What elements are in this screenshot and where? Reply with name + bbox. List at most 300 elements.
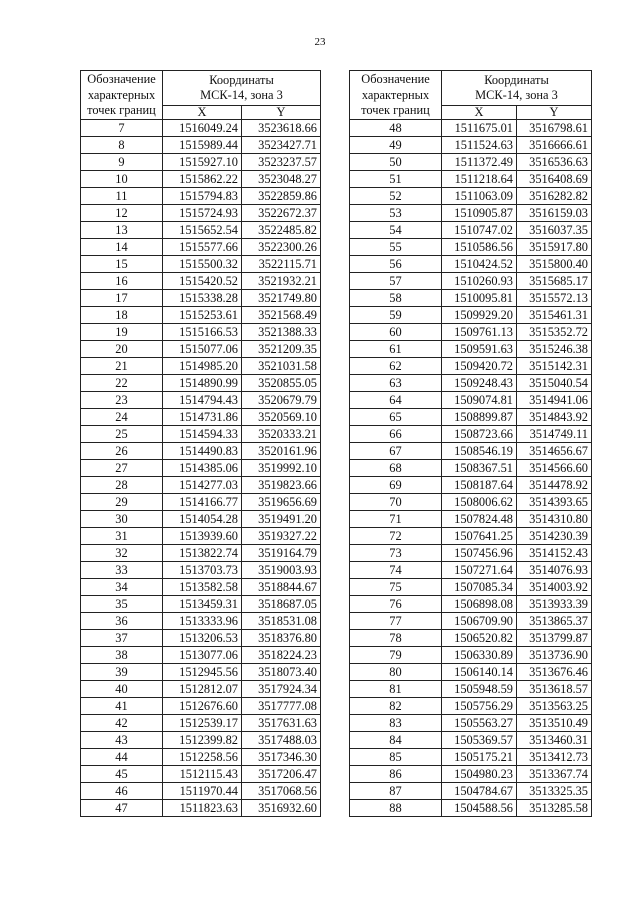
table-row: [350, 136, 592, 153]
table-row: [81, 306, 321, 323]
point-number-cell: 63: [350, 374, 442, 391]
y-coordinate-cell: 3513865.37: [517, 612, 592, 629]
table-row: [81, 748, 321, 765]
x-coordinate-cell: 1514385.06: [163, 459, 242, 476]
table-row: [350, 799, 592, 816]
table-row: [81, 561, 321, 578]
y-coordinate-cell: 3514843.92: [517, 408, 592, 425]
table-body-left: [81, 71, 321, 817]
y-coordinate-cell: 3520855.05: [242, 374, 321, 391]
y-coordinate-cell: 3522300.26: [242, 238, 321, 255]
page-number: 23: [314, 36, 326, 48]
table-row: [81, 374, 321, 391]
y-coordinate-cell: 3514310.80: [517, 510, 592, 527]
table-row: [350, 612, 592, 629]
y-coordinate-cell: 3519164.79: [242, 544, 321, 561]
table-row: [81, 680, 321, 697]
x-coordinate-cell: 1506140.14: [442, 663, 517, 680]
point-number-cell: 78: [350, 629, 442, 646]
x-coordinate-cell: 1515989.44: [163, 136, 242, 153]
y-coordinate-cell: 3516666.61: [517, 136, 592, 153]
y-coordinate-cell: 3521568.49: [242, 306, 321, 323]
y-coordinate-cell: 3513676.46: [517, 663, 592, 680]
table-row: [350, 221, 592, 238]
point-number-cell: 26: [81, 442, 163, 459]
header-coords-line: МСК-14, зона 3: [475, 88, 558, 103]
table-row: [81, 578, 321, 595]
x-coordinate-cell: 1504980.23: [442, 765, 517, 782]
table-row: [350, 238, 592, 255]
y-coordinate-cell: 3517631.63: [242, 714, 321, 731]
y-coordinate-cell: 3522115.71: [242, 255, 321, 272]
x-coordinate-cell: 1511823.63: [163, 799, 242, 816]
table-row: [350, 442, 592, 459]
x-coordinate-cell: 1510905.87: [442, 204, 517, 221]
table-row: [350, 646, 592, 663]
table-row: [350, 629, 592, 646]
y-coordinate-cell: 3513460.31: [517, 731, 592, 748]
x-coordinate-cell: 1515166.53: [163, 323, 242, 340]
x-coordinate-cell: 1505175.21: [442, 748, 517, 765]
point-number-cell: 59: [350, 306, 442, 323]
table-row: [350, 391, 592, 408]
header-label-line: точек границ: [87, 103, 156, 117]
x-coordinate-cell: 1505948.59: [442, 680, 517, 697]
y-coordinate-cell: 3514393.65: [517, 493, 592, 510]
table-row: [81, 663, 321, 680]
point-number-cell: 21: [81, 357, 163, 374]
header-label-line: характерных: [361, 87, 430, 102]
y-coordinate-cell: 3514152.43: [517, 544, 592, 561]
y-coordinate-cell: 3518531.08: [242, 612, 321, 629]
table-row: [350, 170, 592, 187]
table-row: [350, 714, 592, 731]
table-row: [350, 204, 592, 221]
table-row: [81, 799, 321, 816]
header-coords-line: МСК-14, зона 3: [200, 88, 283, 103]
y-coordinate-cell: 3517777.08: [242, 697, 321, 714]
x-coordinate-cell: 1507824.48: [442, 510, 517, 527]
table-row: [350, 476, 592, 493]
x-coordinate-cell: 1515794.83: [163, 187, 242, 204]
y-coordinate-cell: 3520161.96: [242, 442, 321, 459]
point-number-cell: 9: [81, 153, 163, 170]
x-coordinate-cell: 1516049.24: [163, 119, 242, 136]
x-coordinate-cell: 1514594.33: [163, 425, 242, 442]
point-number-cell: 86: [350, 765, 442, 782]
x-coordinate-cell: 1505563.27: [442, 714, 517, 731]
point-number-cell: 17: [81, 289, 163, 306]
y-coordinate-cell: 3522859.86: [242, 187, 321, 204]
x-coordinate-cell: 1513459.31: [163, 595, 242, 612]
y-coordinate-cell: 3513510.49: [517, 714, 592, 731]
y-coordinate-cell: 3515572.13: [517, 289, 592, 306]
y-coordinate-cell: 3523048.27: [242, 170, 321, 187]
point-number-cell: 29: [81, 493, 163, 510]
point-number-cell: 53: [350, 204, 442, 221]
point-number-cell: 37: [81, 629, 163, 646]
y-coordinate-cell: 3520679.79: [242, 391, 321, 408]
header-label-line: Обозначение: [361, 72, 430, 86]
table-row: [350, 374, 592, 391]
coordinates-table-right: [349, 70, 592, 817]
y-coordinate-cell: 3513412.73: [517, 748, 592, 765]
point-number-cell: 66: [350, 425, 442, 442]
table-row: [350, 731, 592, 748]
y-coordinate-cell: 3521749.80: [242, 289, 321, 306]
point-number-cell: 79: [350, 646, 442, 663]
point-number-cell: 39: [81, 663, 163, 680]
x-coordinate-cell: 1514731.86: [163, 408, 242, 425]
x-coordinate-cell: 1512812.07: [163, 680, 242, 697]
x-coordinate-cell: 1506520.82: [442, 629, 517, 646]
y-coordinate-cell: 3522485.82: [242, 221, 321, 238]
y-coordinate-cell: 3519992.10: [242, 459, 321, 476]
point-number-cell: 32: [81, 544, 163, 561]
table-row: [350, 748, 592, 765]
table-row: [350, 187, 592, 204]
x-coordinate-cell: 1506898.08: [442, 595, 517, 612]
y-coordinate-cell: 3514076.93: [517, 561, 592, 578]
point-number-cell: 81: [350, 680, 442, 697]
x-coordinate-cell: 1513822.74: [163, 544, 242, 561]
table-row: [350, 306, 592, 323]
point-number-cell: 58: [350, 289, 442, 306]
point-number-cell: 56: [350, 255, 442, 272]
y-coordinate-cell: 3516408.69: [517, 170, 592, 187]
x-coordinate-cell: 1504784.67: [442, 782, 517, 799]
table-row: [350, 510, 592, 527]
x-coordinate-cell: 1512539.17: [163, 714, 242, 731]
y-coordinate-cell: 3518844.67: [242, 578, 321, 595]
x-coordinate-cell: 1515927.10: [163, 153, 242, 170]
x-coordinate-cell: 1515500.32: [163, 255, 242, 272]
x-coordinate-cell: 1514277.03: [163, 476, 242, 493]
table-row: [81, 459, 321, 476]
header-y: Y: [242, 105, 321, 119]
x-coordinate-cell: 1508899.87: [442, 408, 517, 425]
y-coordinate-cell: 3515461.31: [517, 306, 592, 323]
table-row: [81, 595, 321, 612]
point-number-cell: 72: [350, 527, 442, 544]
table-row: [81, 493, 321, 510]
header-coordinates: [163, 71, 321, 106]
y-coordinate-cell: 3520569.10: [242, 408, 321, 425]
y-coordinate-cell: 3515800.40: [517, 255, 592, 272]
table-row: [81, 714, 321, 731]
x-coordinate-cell: 1510260.93: [442, 272, 517, 289]
x-coordinate-cell: 1507085.34: [442, 578, 517, 595]
x-coordinate-cell: 1511372.49: [442, 153, 517, 170]
table-row: [350, 340, 592, 357]
point-number-cell: 42: [81, 714, 163, 731]
x-coordinate-cell: 1507456.96: [442, 544, 517, 561]
x-coordinate-cell: 1507641.25: [442, 527, 517, 544]
x-coordinate-cell: 1507271.64: [442, 561, 517, 578]
x-coordinate-cell: 1509074.81: [442, 391, 517, 408]
point-number-cell: 38: [81, 646, 163, 663]
y-coordinate-cell: 3516282.82: [517, 187, 592, 204]
x-coordinate-cell: 1511218.64: [442, 170, 517, 187]
point-number-cell: 16: [81, 272, 163, 289]
table-row: [81, 476, 321, 493]
header-y: Y: [517, 105, 592, 119]
y-coordinate-cell: 3515246.38: [517, 340, 592, 357]
table-header-row: [350, 71, 592, 106]
point-number-cell: 7: [81, 119, 163, 136]
y-coordinate-cell: 3517924.34: [242, 680, 321, 697]
x-coordinate-cell: 1511063.09: [442, 187, 517, 204]
table-row: [350, 357, 592, 374]
x-coordinate-cell: 1514890.99: [163, 374, 242, 391]
x-coordinate-cell: 1515724.93: [163, 204, 242, 221]
x-coordinate-cell: 1515077.06: [163, 340, 242, 357]
y-coordinate-cell: 3522672.37: [242, 204, 321, 221]
y-coordinate-cell: 3513325.35: [517, 782, 592, 799]
y-coordinate-cell: 3521209.35: [242, 340, 321, 357]
x-coordinate-cell: 1509761.13: [442, 323, 517, 340]
point-number-cell: 10: [81, 170, 163, 187]
table-row: [350, 289, 592, 306]
y-coordinate-cell: 3516159.03: [517, 204, 592, 221]
header-coords-line: Координаты: [209, 72, 274, 87]
x-coordinate-cell: 1512115.43: [163, 765, 242, 782]
table-row: [350, 408, 592, 425]
x-coordinate-cell: 1513206.53: [163, 629, 242, 646]
x-coordinate-cell: 1504588.56: [442, 799, 517, 816]
point-number-cell: 71: [350, 510, 442, 527]
table-header-row: [81, 71, 321, 106]
y-coordinate-cell: 3515352.72: [517, 323, 592, 340]
x-coordinate-cell: 1514166.77: [163, 493, 242, 510]
point-number-cell: 15: [81, 255, 163, 272]
coordinates-table-left: [80, 70, 321, 817]
point-number-cell: 49: [350, 136, 442, 153]
x-coordinate-cell: 1506330.89: [442, 646, 517, 663]
y-coordinate-cell: 3519823.66: [242, 476, 321, 493]
point-number-cell: 19: [81, 323, 163, 340]
point-number-cell: 46: [81, 782, 163, 799]
y-coordinate-cell: 3518224.23: [242, 646, 321, 663]
table-row: [81, 221, 321, 238]
point-number-cell: 88: [350, 799, 442, 816]
point-number-cell: 35: [81, 595, 163, 612]
point-number-cell: 69: [350, 476, 442, 493]
point-number-cell: 68: [350, 459, 442, 476]
table-row: [81, 323, 321, 340]
x-coordinate-cell: 1512676.60: [163, 697, 242, 714]
table-row: [81, 289, 321, 306]
x-coordinate-cell: 1510747.02: [442, 221, 517, 238]
point-number-cell: 70: [350, 493, 442, 510]
table-row: [81, 255, 321, 272]
x-coordinate-cell: 1513582.58: [163, 578, 242, 595]
y-coordinate-cell: 3517068.56: [242, 782, 321, 799]
point-number-cell: 50: [350, 153, 442, 170]
table-row: [350, 578, 592, 595]
x-coordinate-cell: 1515652.54: [163, 221, 242, 238]
x-coordinate-cell: 1515420.52: [163, 272, 242, 289]
point-number-cell: 64: [350, 391, 442, 408]
point-number-cell: 55: [350, 238, 442, 255]
table-row: [81, 119, 321, 136]
x-coordinate-cell: 1510095.81: [442, 289, 517, 306]
x-coordinate-cell: 1514054.28: [163, 510, 242, 527]
point-number-cell: 24: [81, 408, 163, 425]
x-coordinate-cell: 1511970.44: [163, 782, 242, 799]
x-coordinate-cell: 1514794.43: [163, 391, 242, 408]
table-row: [350, 272, 592, 289]
table-row: [81, 187, 321, 204]
y-coordinate-cell: 3519491.20: [242, 510, 321, 527]
y-coordinate-cell: 3515685.17: [517, 272, 592, 289]
x-coordinate-cell: 1515338.28: [163, 289, 242, 306]
y-coordinate-cell: 3515917.80: [517, 238, 592, 255]
x-coordinate-cell: 1513077.06: [163, 646, 242, 663]
y-coordinate-cell: 3518687.05: [242, 595, 321, 612]
point-number-cell: 60: [350, 323, 442, 340]
point-number-cell: 18: [81, 306, 163, 323]
table-row: [81, 340, 321, 357]
y-coordinate-cell: 3523618.66: [242, 119, 321, 136]
point-number-cell: 41: [81, 697, 163, 714]
table-row: [350, 425, 592, 442]
y-coordinate-cell: 3513799.87: [517, 629, 592, 646]
table-row: [350, 255, 592, 272]
point-number-cell: 73: [350, 544, 442, 561]
x-coordinate-cell: 1508367.51: [442, 459, 517, 476]
y-coordinate-cell: 3523427.71: [242, 136, 321, 153]
table-row: [350, 595, 592, 612]
point-number-cell: 33: [81, 561, 163, 578]
point-number-cell: 61: [350, 340, 442, 357]
table-row: [81, 629, 321, 646]
table-row: [350, 782, 592, 799]
x-coordinate-cell: 1511675.01: [442, 119, 517, 136]
y-coordinate-cell: 3513618.57: [517, 680, 592, 697]
y-coordinate-cell: 3514478.92: [517, 476, 592, 493]
table-body-right: [350, 71, 592, 817]
header-point-label: [81, 71, 163, 120]
table-row: [350, 680, 592, 697]
table-row: [350, 561, 592, 578]
table-row: [81, 731, 321, 748]
y-coordinate-cell: 3518073.40: [242, 663, 321, 680]
table-row: [81, 357, 321, 374]
table-row: [350, 663, 592, 680]
header-x: X: [442, 105, 517, 119]
y-coordinate-cell: 3521031.58: [242, 357, 321, 374]
point-number-cell: 22: [81, 374, 163, 391]
point-number-cell: 82: [350, 697, 442, 714]
header-label-line: характерных: [87, 87, 156, 102]
x-coordinate-cell: 1515577.66: [163, 238, 242, 255]
header-coordinates: [442, 71, 592, 106]
table-row: [350, 697, 592, 714]
point-number-cell: 76: [350, 595, 442, 612]
table-row: [81, 697, 321, 714]
y-coordinate-cell: 3515040.54: [517, 374, 592, 391]
x-coordinate-cell: 1506709.90: [442, 612, 517, 629]
header-coords-line: Координаты: [484, 72, 549, 87]
table-row: [350, 765, 592, 782]
x-coordinate-cell: 1511524.63: [442, 136, 517, 153]
y-coordinate-cell: 3519327.22: [242, 527, 321, 544]
y-coordinate-cell: 3514566.60: [517, 459, 592, 476]
point-number-cell: 51: [350, 170, 442, 187]
y-coordinate-cell: 3514656.67: [517, 442, 592, 459]
table-row: [81, 153, 321, 170]
point-number-cell: 83: [350, 714, 442, 731]
point-number-cell: 14: [81, 238, 163, 255]
point-number-cell: 75: [350, 578, 442, 595]
x-coordinate-cell: 1513939.60: [163, 527, 242, 544]
x-coordinate-cell: 1512399.82: [163, 731, 242, 748]
table-row: [81, 510, 321, 527]
point-number-cell: 11: [81, 187, 163, 204]
y-coordinate-cell: 3514230.39: [517, 527, 592, 544]
point-number-cell: 27: [81, 459, 163, 476]
point-number-cell: 54: [350, 221, 442, 238]
header-point-label: [350, 71, 442, 120]
x-coordinate-cell: 1515253.61: [163, 306, 242, 323]
x-coordinate-cell: 1509248.43: [442, 374, 517, 391]
point-number-cell: 13: [81, 221, 163, 238]
y-coordinate-cell: 3519003.93: [242, 561, 321, 578]
point-number-cell: 52: [350, 187, 442, 204]
point-number-cell: 85: [350, 748, 442, 765]
x-coordinate-cell: 1512258.56: [163, 748, 242, 765]
x-coordinate-cell: 1510424.52: [442, 255, 517, 272]
y-coordinate-cell: 3516037.35: [517, 221, 592, 238]
x-coordinate-cell: 1505756.29: [442, 697, 517, 714]
table-row: [350, 544, 592, 561]
point-number-cell: 87: [350, 782, 442, 799]
header-x: X: [163, 105, 242, 119]
point-number-cell: 67: [350, 442, 442, 459]
x-coordinate-cell: 1514985.20: [163, 357, 242, 374]
point-number-cell: 23: [81, 391, 163, 408]
header-label-line: точек границ: [361, 103, 430, 117]
table-row: [350, 527, 592, 544]
point-number-cell: 44: [81, 748, 163, 765]
y-coordinate-cell: 3513367.74: [517, 765, 592, 782]
y-coordinate-cell: 3513736.90: [517, 646, 592, 663]
x-coordinate-cell: 1505369.57: [442, 731, 517, 748]
y-coordinate-cell: 3513933.39: [517, 595, 592, 612]
x-coordinate-cell: 1508006.62: [442, 493, 517, 510]
x-coordinate-cell: 1509420.72: [442, 357, 517, 374]
point-number-cell: 36: [81, 612, 163, 629]
point-number-cell: 20: [81, 340, 163, 357]
x-coordinate-cell: 1509591.63: [442, 340, 517, 357]
table-row: [81, 544, 321, 561]
y-coordinate-cell: 3521388.33: [242, 323, 321, 340]
y-coordinate-cell: 3514749.11: [517, 425, 592, 442]
y-coordinate-cell: 3514003.92: [517, 578, 592, 595]
x-coordinate-cell: 1513703.73: [163, 561, 242, 578]
table-row: [81, 782, 321, 799]
x-coordinate-cell: 1512945.56: [163, 663, 242, 680]
x-coordinate-cell: 1508723.66: [442, 425, 517, 442]
table-row: [350, 323, 592, 340]
point-number-cell: 34: [81, 578, 163, 595]
point-number-cell: 12: [81, 204, 163, 221]
point-number-cell: 74: [350, 561, 442, 578]
y-coordinate-cell: 3515142.31: [517, 357, 592, 374]
y-coordinate-cell: 3523237.57: [242, 153, 321, 170]
point-number-cell: 25: [81, 425, 163, 442]
